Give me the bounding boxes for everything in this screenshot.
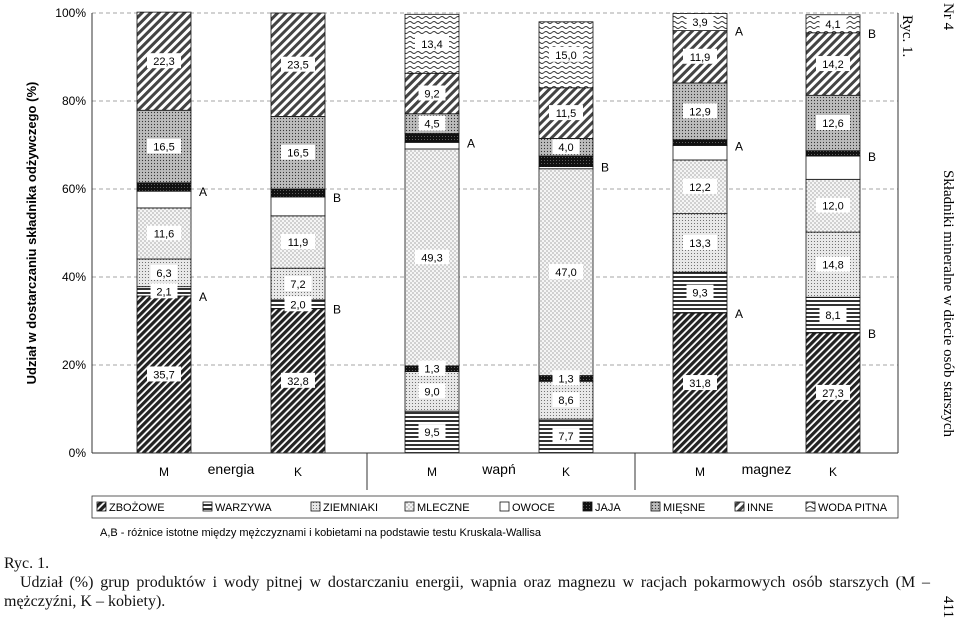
segment-label-group: [683, 49, 717, 64]
significance-marker: B: [333, 190, 342, 205]
segment-value-label: 2,0: [290, 299, 306, 312]
significance-marker: A: [199, 289, 208, 304]
segment-label-group: [419, 86, 446, 101]
running-title: Składniki mineralne w diecie osób starszych: [940, 170, 956, 438]
segment-value-label: 7,2: [290, 279, 306, 292]
segment-label-group: [683, 179, 717, 194]
segment-value-label: 4,1: [825, 18, 841, 31]
significance-marker: B: [868, 150, 877, 164]
chart-footnote: A,B - różnice istotne między mężczyznami i kobietami na podstawie testu Kruskala-Wallisa: [100, 527, 541, 539]
segment-value-label: 16,5: [287, 147, 309, 160]
segment-value-label: 27,3: [822, 387, 844, 400]
legend-swatch: [203, 502, 212, 511]
legend-swatch: [651, 502, 660, 511]
segment-value-label: 12,0: [822, 200, 844, 213]
legend-entry: ZIEMNIAKI: [323, 502, 379, 514]
bar-category-label: K: [293, 465, 303, 479]
y-tick-label: 20%: [61, 358, 86, 372]
segment-value-label: 12,2: [689, 181, 711, 194]
y-tick-label: 80%: [61, 94, 86, 108]
segment-value-label: 12,6: [822, 118, 844, 130]
segment-value-label: 11,9: [287, 237, 309, 250]
segment-value-label: 1,3: [424, 363, 440, 376]
significance-marker: A: [735, 139, 744, 154]
segment-value-label: 32,8: [287, 375, 309, 388]
segment-label-group: [147, 139, 181, 154]
bar-segment: [539, 156, 593, 167]
segment-label-group: [816, 198, 850, 213]
segment-label-group: [549, 47, 583, 62]
segment-value-label: 7,7: [558, 431, 574, 444]
y-tick-label: 40%: [61, 270, 86, 284]
segment-label-group: [687, 285, 714, 300]
segment-label-group: [549, 105, 583, 120]
segment-label-group: [419, 424, 446, 439]
figure-caption: [4, 554, 930, 611]
bars-layer: [137, 12, 860, 453]
segment-value-label: 8,6: [558, 395, 574, 408]
segment-label-group: [816, 115, 850, 130]
legend-swatch: [405, 502, 414, 511]
legend-swatch: [311, 502, 320, 511]
segment-label-group: [285, 296, 312, 311]
significance-marker: B: [601, 160, 610, 175]
segment-value-label: 35,7: [153, 369, 175, 382]
segment-label-group: [553, 370, 580, 385]
segment-label-group: [147, 225, 181, 240]
legend-swatch: [806, 502, 815, 511]
segment-value-label: 31,8: [689, 378, 711, 391]
bar-segment: [673, 140, 727, 146]
segment-label-group: [687, 14, 714, 29]
segment-value-label: 2,1: [156, 286, 172, 299]
bar-segment: [137, 183, 191, 191]
segment-label-group: [419, 116, 446, 131]
bar-category-label: K: [561, 465, 571, 479]
segment-label-group: [816, 385, 850, 400]
bar-category-label: K: [828, 465, 838, 479]
y-tick-label: 60%: [61, 182, 86, 196]
significance-marker: A: [735, 24, 744, 39]
segment-label-group: [419, 361, 446, 376]
bar-segment: [806, 151, 860, 156]
significance-marker: A: [735, 307, 744, 322]
significance-marker: B: [868, 326, 877, 341]
segment-label-group: [147, 366, 181, 381]
bar-category-label: M: [159, 465, 169, 479]
segment-label-group: [820, 307, 847, 322]
segment-label-group: [816, 56, 850, 71]
segment-label-group: [683, 375, 717, 390]
page-number: 411: [940, 596, 956, 618]
segment-label-group: [419, 383, 446, 398]
bar-segment: [806, 156, 860, 179]
legend-entry: JAJA: [595, 502, 621, 514]
group-label: energia: [207, 461, 255, 477]
legend-swatch: [735, 502, 744, 511]
segment-label-group: [151, 265, 178, 280]
significance-marker: B: [333, 302, 342, 317]
legend-entry: INNE: [747, 502, 774, 514]
segment-value-label: 1,3: [558, 373, 574, 386]
segment-value-label: 11,5: [555, 108, 577, 121]
issue-number: Nr 4: [940, 3, 956, 31]
ryc-label-rotated: Ryc. 1.: [899, 15, 915, 58]
segment-value-label: 12,9: [689, 106, 711, 119]
bar-category-label: M: [427, 465, 437, 479]
legend-box: [92, 496, 898, 518]
segment-label-group: [281, 234, 315, 249]
legend-entry: MLECZNE: [417, 502, 470, 514]
segment-value-label: 22,3: [153, 56, 175, 69]
legend-entry: WODA PITNA: [818, 502, 888, 514]
y-tick-label: 0%: [68, 446, 86, 460]
segment-value-label: 4,0: [558, 142, 574, 155]
segment-label-group: [285, 276, 312, 291]
segment-value-label: 6,3: [156, 267, 172, 280]
legend-entry: ZBOŻOWE: [109, 502, 165, 514]
segment-label-group: [553, 392, 580, 407]
segment-label-group: [281, 373, 315, 388]
segment-value-label: 13,3: [689, 237, 711, 250]
segment-value-label: 13,4: [421, 38, 443, 51]
legend-swatch: [583, 502, 592, 511]
bar-segment: [405, 134, 459, 143]
segment-value-label: 16,5: [153, 141, 175, 154]
segment-value-label: 14,8: [822, 259, 844, 272]
segment-value-label: 23,5: [287, 59, 309, 72]
group-label: wapń: [482, 461, 516, 477]
legend-swatch: [97, 502, 106, 511]
segment-label-group: [549, 264, 583, 279]
segment-value-label: 14,2: [822, 59, 844, 72]
page-margin: [899, 3, 956, 618]
segment-label-group: [553, 139, 580, 154]
significance-marker: A: [467, 136, 476, 151]
legend-entry: OWOCE: [512, 502, 555, 514]
legend-entry: WARZYWA: [215, 502, 272, 514]
y-axis-title: Udział w dostarczaniu składnika odżywczego (%): [24, 81, 39, 385]
significance-marker: A: [199, 185, 208, 200]
segment-value-label: 9,2: [424, 88, 440, 101]
y-tick-label: 100%: [55, 6, 86, 20]
significance-marker: B: [868, 26, 877, 41]
bar-segment: [271, 189, 325, 197]
segment-value-label: 15,0: [555, 49, 577, 62]
legend-entry: MIĘSNE: [663, 502, 706, 514]
bar-segment: [673, 145, 727, 160]
segment-value-label: 9,3: [692, 287, 708, 300]
bar-segment: [271, 197, 325, 216]
segment-label-group: [553, 428, 580, 443]
caption-label: Ryc. 1.: [4, 555, 50, 572]
segment-label-group: [415, 36, 449, 51]
segment-label-group: [816, 257, 850, 272]
segment-value-label: 11,9: [689, 51, 711, 64]
bar-segment: [137, 191, 191, 208]
segment-value-label: 9,5: [424, 427, 440, 440]
segment-label-group: [683, 103, 717, 118]
caption-text: Udział (%) grup produktów i wody pitnej w dostarczaniu energii, wapnia oraz magnezu w racjach pokarmowych osób starszych (M – mężczyźni, K – kobiety).: [4, 574, 930, 610]
segment-value-label: 9,0: [424, 386, 440, 399]
segment-value-label: 49,3: [421, 252, 443, 265]
segment-label-group: [820, 16, 847, 31]
segment-label-group: [415, 249, 449, 264]
bar-category-label: M: [695, 465, 705, 479]
segment-value-label: 3,9: [692, 17, 708, 30]
segment-value-label: 11,6: [153, 228, 175, 241]
segment-value-label: 4,5: [424, 118, 440, 131]
legend-swatch: [500, 502, 509, 511]
segment-label-group: [147, 53, 181, 68]
segment-label-group: [151, 283, 178, 298]
segment-value-label: 47,0: [555, 267, 577, 280]
legend: [92, 496, 898, 539]
segment-label-group: [281, 145, 315, 160]
gridlines: [92, 13, 898, 453]
labels-layer: [147, 14, 876, 443]
segment-value-label: 8,1: [825, 310, 841, 323]
segment-label-group: [683, 235, 717, 250]
bar-segment: [405, 142, 459, 149]
segment-label-group: [281, 57, 315, 72]
group-label: magnez: [741, 461, 792, 477]
